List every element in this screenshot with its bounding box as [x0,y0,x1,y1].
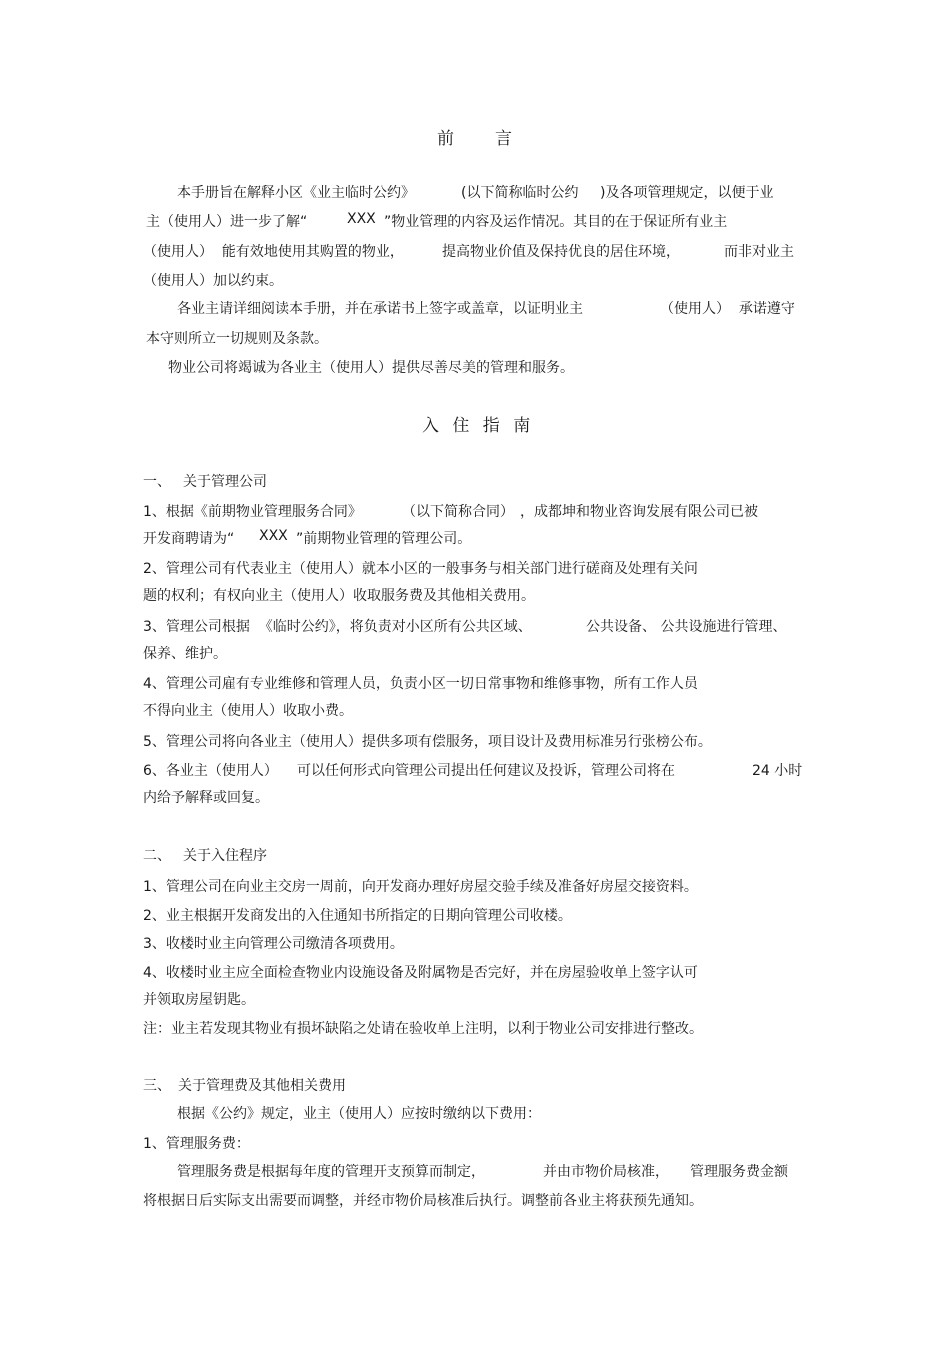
text-segment: （使用人）加以约束。 [143,273,283,289]
section-2-note: 注：业主若发现其物业有损坏缺陷之处请在验收单上注明，以利于物业公司安排进行整改。 [143,1021,703,1037]
text-segment: 5、管理公司将向各业主（使用人）提供多项有偿服务，项目设计及费用标准另行张榜公布。 [143,734,712,750]
text-segment: 2、管理公司有代表业主（使用人）就本小区的一般事务与相关部门进行磋商及处理有关问 [143,561,698,577]
section-1-heading: 关于管理公司 [183,474,267,490]
text-segment: (以下简称临时公约 [461,185,579,201]
text-segment: ”前期物业管理的管理公司。 [296,531,472,547]
text-segment: 内给予解释或回复。 [143,790,269,806]
preface-title-right: 言 [495,129,512,149]
text-segment: 4、管理公司雇有专业维修和管理人员，负责小区一切日常事物和维修事物，所有工作人员 [143,676,698,692]
text-segment: （使用人） 承诺遵守 [660,301,795,317]
text-segment: 1、根据《前期物业管理服务合同》 [143,504,362,520]
section-3-heading: 关于管理费及其他相关费用 [178,1078,346,1094]
text-segment: 可以任何形式向管理公司提出任何建议及投诉，管理公司将在 [297,763,675,779]
text-segment: （以下简称合同） [402,504,514,520]
text-segment: 4、收楼时业主应全面检查物业内设施设备及附属物是否完好，并在房屋验收单上签字认可 [143,965,698,981]
section-3-number: 三、 [143,1078,171,1094]
section-1-number: 一、 [143,474,171,490]
text-segment: ”物业管理的内容及运作情况。其目的在于保证所有业主 [384,214,728,230]
text-segment: 3、管理公司根据 《临时公约》，将负责对小区所有公共区域、 [143,619,532,635]
text-segment: XXX [259,528,288,544]
text-segment: )及各项管理规定，以便于业 [600,185,774,201]
text-segment: 保养、维护。 [143,646,227,662]
text-segment: （使用人） 能有效地使用其购置的物业， [143,244,404,260]
text-segment: 而非对业主 [724,244,794,260]
text-segment: 根据《公约》规定，业主（使用人）应按时缴纳以下费用： [177,1106,541,1122]
preface-title-left: 前 [437,129,454,149]
text-segment: 2、业主根据开发商发出的入住通知书所指定的日期向管理公司收楼。 [143,908,572,924]
text-segment: 主（使用人）进一步了解“ [146,214,308,230]
text-segment: XXX [347,211,376,227]
text-segment: 本守则所立一切规则及条款。 [146,331,328,347]
text-segment: 各业主请详细阅读本手册，并在承诺书上签字或盖章，以证明业主 [177,301,583,317]
text-segment: 并由市物价局核准， [543,1164,669,1180]
text-segment: 1、管理服务费： [143,1136,250,1152]
text-segment: 6、各业主（使用人） [143,763,278,779]
text-segment: 24 小时 [752,763,803,779]
text-segment: ，成都坤和物业咨询发展有限公司已被 [520,504,758,520]
text-segment: 管理服务费金额 [690,1164,788,1180]
text-segment: 开发商聘请为“ [143,531,235,547]
text-segment: 物业公司将竭诚为各业主（使用人）提供尽善尽美的管理和服务。 [168,360,574,376]
text-segment: 将根据日后实际支出需要而调整，并经市物价局核准后执行。调整前各业主将获预先通知。 [143,1193,703,1209]
text-segment: 3、收楼时业主向管理公司缴清各项费用。 [143,936,404,952]
text-segment: 不得向业主（使用人）收取小费。 [143,703,353,719]
section-2-number: 二、 [143,848,171,864]
text-segment: 题的权利；有权向业主（使用人）收取服务费及其他相关费用。 [143,588,535,604]
text-segment: 本手册旨在解释小区《业主临时公约》 [177,185,415,201]
text-segment: 公共设备、 公共设施进行管理、 [586,619,787,635]
text-segment: 1、管理公司在向业主交房一周前，向开发商办理好房屋交验手续及准备好房屋交接资料。 [143,879,698,895]
section-2-heading: 关于入住程序 [183,848,267,864]
text-segment: 提高物业价值及保持优良的居住环境， [442,244,680,260]
guide-title: 入 住 指 南 [422,416,535,436]
text-segment: 管理服务费是根据每年度的管理开支预算而制定， [177,1164,485,1180]
text-segment: 并领取房屋钥匙。 [143,992,255,1008]
